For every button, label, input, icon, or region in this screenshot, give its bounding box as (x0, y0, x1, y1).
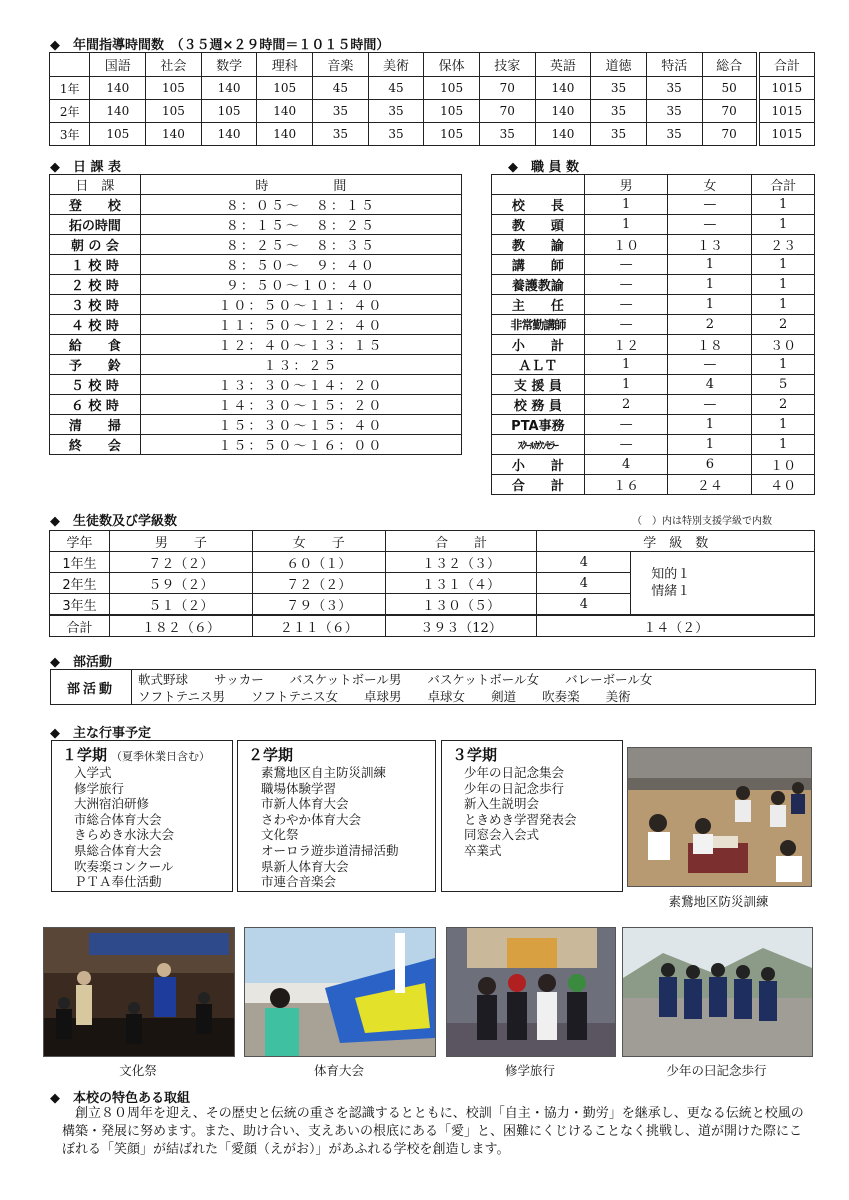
girls-count: ７２（２） (252, 573, 385, 594)
staff-role: ＡＬＴ (492, 355, 585, 375)
period-label: 朝 の 会 (50, 235, 141, 255)
period-label: 登 校 (50, 195, 141, 215)
table-row (50, 295, 462, 315)
table-row (492, 195, 815, 215)
hours-cell: 140 (535, 100, 591, 123)
staff-male: １６ (584, 475, 668, 495)
hours-header-row (50, 53, 815, 77)
staff-male: 1 (584, 195, 668, 215)
hours-cell: 35 (368, 123, 424, 146)
staff-total: 1 (752, 295, 815, 315)
culture-photo (43, 927, 235, 1057)
hours-header: 美術 (368, 53, 424, 77)
class-count: 4 (537, 573, 631, 594)
table-row (492, 415, 815, 435)
term-1-note: （夏季休業日含む） (111, 750, 211, 763)
table-row (492, 435, 815, 455)
boys-count: ７２（２） (109, 552, 252, 573)
staff-male: — (584, 435, 668, 455)
staff-female: 1 (668, 295, 752, 315)
table-row (50, 195, 462, 215)
hours-cell: 105 (146, 100, 202, 123)
club-item: 卓球男 (364, 689, 402, 704)
table-row (492, 455, 815, 475)
club-item: バスケットボール男 (289, 672, 402, 687)
students-header-row (50, 531, 815, 552)
staff-total: 1 (752, 215, 815, 235)
grand-total: ３９３（12） (385, 615, 537, 637)
features-title: ◆ 本校の特色ある取組 (50, 1091, 190, 1106)
total-count: １３２（３） (385, 552, 537, 573)
staff-total: 1 (752, 195, 815, 215)
hours-header (50, 53, 90, 77)
special-classes (631, 552, 815, 616)
hours-cell: 140 (201, 123, 257, 146)
staff-total: 5 (752, 375, 815, 395)
hours-cell: 105 (424, 77, 480, 100)
staff-role: ｽｸｰﾙｶｳﾝｾﾗｰ (492, 435, 585, 455)
period-time: １１：５０～１２：４０ (140, 315, 461, 335)
term-3-title: ３学期 (452, 746, 498, 764)
trip-photo-image (447, 928, 615, 1056)
list-item: 修学旅行 (74, 780, 125, 796)
staff-male: 1 (584, 215, 668, 235)
students-title: ◆ 生徒数及び学級数 (50, 514, 177, 529)
club-item: 吹奏楽 (542, 689, 580, 704)
staff-female: 6 (668, 455, 752, 475)
special-class-item: 情緒１ (651, 584, 691, 599)
staff-female: ２４ (668, 475, 752, 495)
class-count: 4 (537, 594, 631, 616)
club-item: 軟式野球 (138, 672, 189, 687)
staff-male: 4 (584, 455, 668, 475)
staff-title: ◆ 職 員 数 (508, 160, 580, 175)
staff-male: １０ (584, 235, 668, 255)
club-item: 卓球女 (427, 689, 466, 704)
hours-cell: 140 (201, 77, 257, 100)
staff-total: 1 (752, 275, 815, 295)
walk-photo (622, 927, 813, 1057)
staff-role: 教 頭 (492, 215, 585, 235)
schedule-header-row (50, 175, 462, 195)
staff-male: — (584, 295, 668, 315)
hours-total: 1015 (758, 123, 815, 146)
students-header: 学 級 数 (537, 531, 815, 552)
table-row (492, 255, 815, 275)
period-time: ８：１５～ ８：２５ (140, 215, 461, 235)
staff-female: １３ (668, 235, 752, 255)
hours-cell: 45 (313, 77, 369, 100)
club-item: バレーボール女 (565, 672, 653, 687)
table-row (50, 375, 462, 395)
table-row (50, 552, 815, 573)
events-title: ◆ 主な行事予定 (50, 726, 151, 741)
period-label: 予 鈴 (50, 355, 141, 375)
staff-male: １２ (584, 335, 668, 355)
period-label: ２ 校 時 (50, 275, 141, 295)
hours-cell: 45 (368, 77, 424, 100)
staff-role: 講 師 (492, 255, 585, 275)
table-row (50, 235, 462, 255)
list-item: 同窓会入会式 (464, 827, 540, 843)
list-item: 市新人体育大会 (261, 796, 349, 812)
period-time: １５：５０～１６：００ (140, 435, 461, 455)
period-time: １３：２５ (140, 355, 461, 375)
grade-label: 1年生 (50, 552, 110, 573)
total-count: １３０（５） (385, 594, 537, 616)
staff-role: 支 援 員 (492, 375, 585, 395)
students-table (49, 530, 815, 637)
period-label: １ 校 時 (50, 255, 141, 275)
staff-male: 2 (584, 395, 668, 415)
list-item: 職場体験学習 (261, 780, 337, 796)
hours-cell: 105 (257, 77, 313, 100)
grade-label: 2年生 (50, 573, 110, 594)
staff-total: ２３ (752, 235, 815, 255)
clubs-label: 部活動 (51, 670, 132, 704)
staff-total: 1 (752, 435, 815, 455)
students-note: （ ）内は特別支援学級で内数 (632, 516, 772, 527)
period-time: ８：０５～ ８：１５ (140, 195, 461, 215)
staff-male: 1 (584, 355, 668, 375)
list-item: ＰＴＡ奉仕活動 (74, 874, 162, 890)
hours-cell: 35 (646, 100, 702, 123)
table-row (492, 215, 815, 235)
staff-total: 1 (752, 255, 815, 275)
term-2-title: ２学期 (248, 746, 294, 764)
term-3-box (441, 740, 623, 892)
staff-role: 校 長 (492, 195, 585, 215)
staff-female: 1 (668, 275, 752, 295)
club-item: 剣道 (491, 689, 517, 704)
girls-count: ７９（３） (252, 594, 385, 616)
staff-male: — (584, 415, 668, 435)
term-3-list (464, 765, 577, 859)
schedule-table (49, 174, 462, 455)
hours-cell: 35 (591, 123, 647, 146)
boys-count: ５１（２） (109, 594, 252, 616)
clubs-row-2 (138, 687, 657, 705)
list-item: 入学式 (74, 765, 112, 780)
list-item: 新入生説明会 (464, 796, 540, 812)
hours-cell: 105 (146, 77, 202, 100)
table-row (492, 315, 815, 335)
students-total-row (50, 615, 815, 637)
period-label: 清 掃 (50, 415, 141, 435)
schedule-title: ◆ 日 課 表 (50, 160, 122, 175)
staff-female: 4 (668, 375, 752, 395)
period-time: １０：５０～１１：４０ (140, 295, 461, 315)
hours-header: 合計 (758, 53, 815, 77)
staff-table (491, 174, 815, 495)
hours-cell: 140 (257, 100, 313, 123)
term-1-box (51, 740, 233, 892)
table-row (50, 255, 462, 275)
staff-header: 男 (584, 175, 668, 195)
table-row (50, 77, 815, 100)
walk-caption: 少年の曰記念歩行 (666, 1063, 767, 1078)
hours-cell: 105 (424, 123, 480, 146)
staff-role: 教 諭 (492, 235, 585, 255)
staff-male: — (584, 255, 668, 275)
club-item: バスケットボール女 (427, 672, 540, 687)
drill-caption: 素鵞地区防災訓練 (668, 894, 769, 909)
table-row (492, 395, 815, 415)
features-text: 創立８０周年を迎え、その歴史と伝統の重さを認識するとともに、校訓「自主・協力・勤労」を継承し、更なる伝統と校風の構築・発展に努めます。また、助け合い、支えあいの根底にある「愛」と、困難にくじけることなく挑戦し、道が開けた際にこぼれる「笑顔」が結ばれた「愛顔（えがお）」があふれる学校を創造します。 (62, 1106, 804, 1157)
period-label: ６ 校 時 (50, 395, 141, 415)
hours-cell: 35 (591, 100, 647, 123)
hours-cell: 105 (424, 100, 480, 123)
list-item: 素鵞地区自主防災訓練 (261, 765, 387, 780)
staff-female: — (668, 195, 752, 215)
trip-photo (446, 927, 616, 1057)
staff-total: ４０ (752, 475, 815, 495)
table-row (492, 375, 815, 395)
staff-header (492, 175, 585, 195)
staff-role: 小 計 (492, 455, 585, 475)
staff-total: １０ (752, 455, 815, 475)
hours-cell: 140 (90, 77, 146, 100)
hours-title: ◆ 年間指導時間数 （３５週×２９時間＝１０１５時間） (50, 38, 390, 53)
hours-cell: 140 (535, 77, 591, 100)
hours-cell: 35 (368, 100, 424, 123)
staff-header: 女 (668, 175, 752, 195)
table-row (492, 335, 815, 355)
list-item: 少年の日記念集会 (464, 765, 565, 780)
hours-header: 英語 (535, 53, 591, 77)
list-item: 少年の日記念歩行 (464, 780, 565, 796)
clubs-title: ◆ 部活動 (50, 655, 112, 670)
hours-header: 保体 (424, 53, 480, 77)
total-count: １３１（４） (385, 573, 537, 594)
period-label: 拓の時間 (50, 215, 141, 235)
table-row (50, 355, 462, 375)
staff-total: 2 (752, 315, 815, 335)
class-count: 4 (537, 552, 631, 573)
grade-label: 2年 (50, 100, 90, 123)
students-header: 合 計 (385, 531, 537, 552)
hours-cell: 140 (257, 123, 313, 146)
hours-cell: 70 (479, 100, 535, 123)
staff-role: 主 任 (492, 295, 585, 315)
table-row (492, 275, 815, 295)
hours-header: 道徳 (591, 53, 647, 77)
schedule-header: 時 間 (140, 175, 461, 195)
table-row (50, 215, 462, 235)
staff-role: 小 計 (492, 335, 585, 355)
table-row (50, 415, 462, 435)
hours-header: 社会 (146, 53, 202, 77)
table-row (50, 335, 462, 355)
culture-caption: 文化祭 (119, 1063, 157, 1078)
period-time: ８：２５～ ８：３５ (140, 235, 461, 255)
term-2-box (237, 740, 436, 892)
staff-female: — (668, 355, 752, 375)
hours-cell: 35 (646, 123, 702, 146)
grade-label: 3年 (50, 123, 90, 146)
hours-total: 1015 (758, 100, 815, 123)
staff-male: — (584, 315, 668, 335)
staff-total: ３０ (752, 335, 815, 355)
staff-female: — (668, 395, 752, 415)
staff-female: 2 (668, 315, 752, 335)
staff-header: 合計 (752, 175, 815, 195)
sports-photo-image (245, 928, 435, 1056)
hours-cell: 140 (146, 123, 202, 146)
list-item: きらめき水泳大会 (74, 827, 175, 843)
staff-female: 1 (668, 415, 752, 435)
table-row (50, 100, 815, 123)
hours-cell: 140 (535, 123, 591, 146)
club-item: サッカー (214, 672, 264, 687)
hours-cell: 70 (479, 77, 535, 100)
sports-caption: 体育大会 (313, 1063, 364, 1078)
hours-header: 理科 (257, 53, 313, 77)
period-time: ８：５０～ ９：４０ (140, 255, 461, 275)
clubs-row-1 (138, 670, 678, 688)
table-row (492, 475, 815, 495)
staff-female: １８ (668, 335, 752, 355)
list-item: ときめき学習発表会 (464, 811, 577, 827)
trip-caption: 修学旅行 (504, 1063, 555, 1078)
term-1-title (62, 744, 210, 765)
period-label: 終 会 (50, 435, 141, 455)
grade-label: 3年生 (50, 594, 110, 616)
list-item: 市連合音楽会 (261, 874, 337, 890)
table-row (492, 355, 815, 375)
hours-cell: 35 (646, 77, 702, 100)
list-item: 文化祭 (261, 827, 299, 843)
hours-cell: 105 (90, 123, 146, 146)
special-class-item: 知的１ (651, 567, 691, 582)
table-row (492, 295, 815, 315)
hours-header: 総合 (702, 53, 758, 77)
walk-photo-image (623, 928, 812, 1056)
sports-photo (244, 927, 436, 1057)
staff-role: 養護教諭 (492, 275, 585, 295)
staff-total: 1 (752, 415, 815, 435)
list-item: さわやか体育大会 (261, 811, 362, 827)
clubs-box (50, 669, 816, 705)
students-header: 男 子 (109, 531, 252, 552)
hours-cell: 50 (702, 77, 758, 100)
club-item: ソフトテニス男 (138, 689, 226, 704)
hours-cell: 35 (479, 123, 535, 146)
period-time: １４：３０～１５：２０ (140, 395, 461, 415)
list-item: 大洲宿泊研修 (74, 796, 150, 812)
grade-label: 1年 (50, 77, 90, 100)
period-label: 給 食 (50, 335, 141, 355)
list-item: 卒業式 (464, 842, 502, 858)
hours-cell: 35 (591, 77, 647, 100)
students-header: 学年 (50, 531, 110, 552)
staff-male: — (584, 275, 668, 295)
staff-female: 1 (668, 435, 752, 455)
staff-role: 非常勤講師 (492, 315, 585, 335)
table-row (50, 275, 462, 295)
term-1-label: １学期 (62, 746, 108, 764)
staff-role: 合 計 (492, 475, 585, 495)
staff-role: 校 務 員 (492, 395, 585, 415)
period-time: ９：５０～１０：４０ (140, 275, 461, 295)
hours-header: 数学 (201, 53, 257, 77)
list-item: オーロラ遊歩道清掃活動 (261, 842, 399, 858)
staff-header-row (492, 175, 815, 195)
staff-total: 2 (752, 395, 815, 415)
culture-photo-image (44, 928, 234, 1056)
schedule-header: 日 課 (50, 175, 141, 195)
hours-table (49, 52, 815, 146)
hours-cell: 105 (201, 100, 257, 123)
boys-total: １８２（６） (109, 615, 252, 637)
hours-header: 技家 (479, 53, 535, 77)
hours-header: 国語 (90, 53, 146, 77)
period-label: ４ 校 時 (50, 315, 141, 335)
list-item: 県総合体育大会 (74, 842, 162, 858)
club-item: 美術 (605, 689, 631, 704)
hours-cell: 35 (313, 123, 369, 146)
staff-female: 1 (668, 255, 752, 275)
girls-count: ６０（１） (252, 552, 385, 573)
club-item: ソフトテニス女 (251, 689, 339, 704)
table-row (50, 435, 462, 455)
drill-photo-image (628, 748, 811, 886)
hours-cell: 140 (90, 100, 146, 123)
period-time: １５：３０～１５：４０ (140, 415, 461, 435)
table-row (50, 315, 462, 335)
total-label: 合計 (50, 615, 110, 637)
hours-cell: 35 (313, 100, 369, 123)
boys-count: ５９（２） (109, 573, 252, 594)
staff-role: PTA事務 (492, 415, 585, 435)
hours-cell: 70 (702, 123, 758, 146)
class-total: １４（２） (537, 615, 815, 637)
period-label: ３ 校 時 (50, 295, 141, 315)
period-label: ５ 校 時 (50, 375, 141, 395)
hours-cell: 70 (702, 100, 758, 123)
staff-total: 1 (752, 355, 815, 375)
staff-male: 1 (584, 375, 668, 395)
period-time: １２：４０～１３：１５ (140, 335, 461, 355)
term-2-list (261, 765, 399, 890)
list-item: 県新人体育大会 (261, 858, 349, 874)
students-header: 女 子 (252, 531, 385, 552)
drill-photo (627, 747, 812, 887)
period-time: １３：３０～１４：２０ (140, 375, 461, 395)
hours-header: 音楽 (313, 53, 369, 77)
list-item: 市総合体育大会 (74, 811, 162, 827)
table-row (492, 235, 815, 255)
hours-total: 1015 (758, 77, 815, 100)
table-row (50, 123, 815, 146)
table-row (50, 395, 462, 415)
list-item: 吹奏楽コンクール (74, 858, 174, 874)
hours-header: 特活 (646, 53, 702, 77)
staff-female: — (668, 215, 752, 235)
term-1-list (74, 765, 174, 890)
girls-total: ２１１（６） (252, 615, 385, 637)
